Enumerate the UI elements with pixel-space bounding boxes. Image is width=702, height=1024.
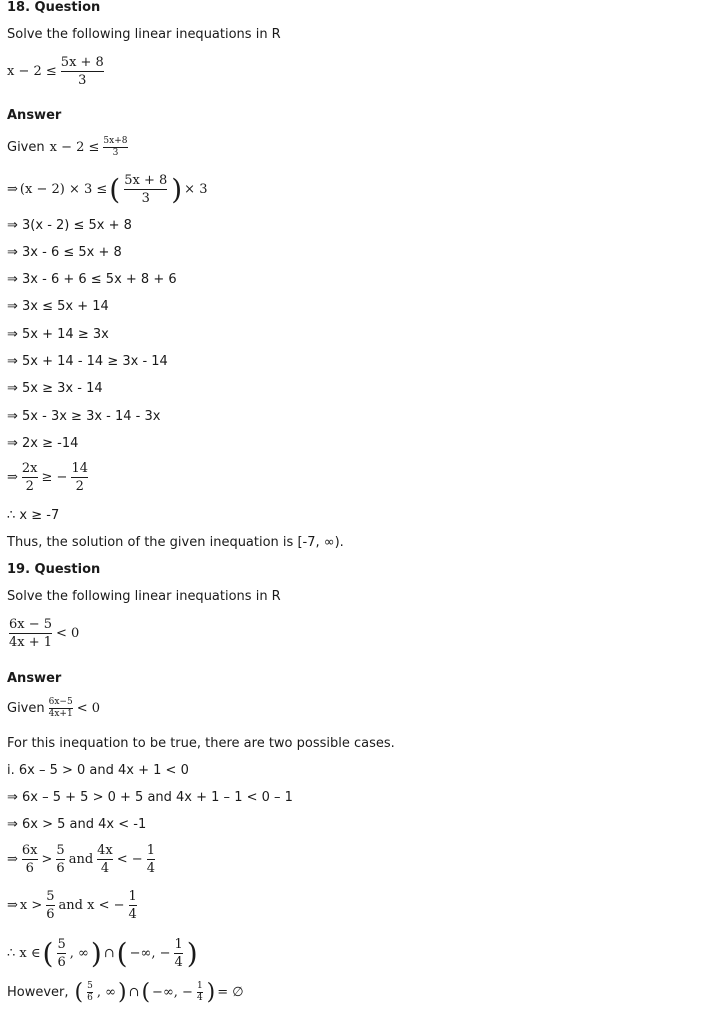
- step-line: ⇒ 5x - 3x ≥ 3x - 14 - 3x: [7, 409, 161, 424]
- step1-tail: × 3: [184, 181, 208, 197]
- answer-19-case1: i. 6x – 5 > 0 and 4x + 1 < 0: [7, 763, 189, 778]
- step-line: ⇒ 3x ≤ 5x + 14: [7, 299, 109, 314]
- fraction-denominator: 4: [128, 907, 137, 922]
- intersection-symbol: ∩: [103, 945, 115, 961]
- implies-arrow: ⇒: [7, 851, 18, 867]
- answer-18-given: [7, 137, 130, 158]
- given-rhs: < 0: [76, 700, 100, 716]
- fraction-numerator: 5x + 8: [60, 55, 104, 70]
- fraction-numerator: 6x−5: [48, 697, 73, 707]
- fraction-numerator: 14: [71, 461, 88, 476]
- inequality-operator: < −: [116, 851, 143, 867]
- inequality-operator: >: [41, 851, 53, 867]
- therefore-x-in: ∴ x ∈: [7, 945, 41, 961]
- fraction-denominator: 6: [46, 907, 55, 922]
- given-word: Given: [7, 700, 45, 716]
- empty-set-result: = ∅: [217, 984, 244, 1000]
- answer-19-x-bounds: [7, 890, 139, 921]
- fraction: [97, 844, 113, 875]
- fraction: [56, 844, 64, 875]
- problem-lhs: x − 2 ≤: [7, 63, 57, 79]
- fraction-2x-over-2: [22, 462, 38, 493]
- fraction-denominator: 3: [112, 148, 119, 158]
- question-19-title: 19. Question: [7, 562, 101, 577]
- fraction-14-over-2: [71, 462, 88, 493]
- infinity: , ∞: [69, 945, 89, 961]
- given-fraction: [103, 137, 127, 158]
- x-greater: x >: [19, 897, 43, 913]
- open-paren: (: [109, 172, 121, 206]
- fraction-denominator: 4: [100, 861, 110, 876]
- fraction-numerator: 6x − 5: [9, 617, 53, 632]
- fraction-denominator: 2: [25, 479, 34, 494]
- fraction-denominator: 3: [78, 73, 87, 88]
- fraction-numerator: 5x + 8: [124, 173, 168, 188]
- answer-18-step1: [7, 174, 207, 205]
- fraction-numerator: 5: [57, 937, 66, 952]
- fraction: [22, 844, 38, 875]
- and-x-less: and x < −: [58, 897, 125, 913]
- fraction-denominator: 4x+1: [48, 709, 73, 719]
- fraction-numerator: 6x: [21, 843, 38, 858]
- fraction: [46, 890, 54, 921]
- answer-18-fraction-step: [7, 462, 90, 493]
- question-18-problem: [7, 56, 106, 87]
- fraction-denominator: 6: [87, 993, 93, 1003]
- implies-arrow: ⇒: [7, 897, 18, 913]
- fraction-denominator: 6: [56, 861, 65, 876]
- answer-18-therefore: ∴ x ≥ -7: [7, 508, 60, 523]
- fraction-denominator: 4x + 1: [9, 635, 53, 650]
- fraction-denominator: 4: [146, 861, 155, 876]
- fraction-denominator: 6: [25, 861, 34, 876]
- close-paren: ): [186, 936, 198, 970]
- fraction-numerator: 5x+8: [103, 136, 128, 146]
- given-word: Given: [7, 139, 45, 155]
- neg-infinity: −∞, −: [129, 945, 171, 961]
- however-expression: [74, 979, 244, 1005]
- answer-19-intro: For this inequation to be true, there are two possible cases.: [7, 736, 395, 751]
- step1-lhs: (x − 2) × 3 ≤: [19, 181, 108, 197]
- fraction-denominator: 3: [141, 191, 150, 206]
- step-line: ⇒ 3x - 6 ≤ 5x + 8: [7, 245, 122, 260]
- answer-19-fraction-step: [7, 844, 157, 875]
- open-paren: (: [116, 936, 128, 970]
- fraction-numerator: 5: [56, 843, 65, 858]
- step1-fraction: [124, 174, 167, 205]
- and-word: and: [68, 851, 94, 867]
- problem-rhs: < 0: [56, 625, 80, 641]
- fraction-denominator: 6: [57, 955, 66, 970]
- fraction-numerator: 5: [46, 889, 55, 904]
- open-paren: (: [74, 979, 84, 1005]
- fraction-numerator: 1: [174, 937, 183, 952]
- fraction-numerator: 2x: [21, 461, 38, 476]
- fraction-denominator: 4: [174, 955, 183, 970]
- intersection-symbol: ∩: [128, 984, 140, 1000]
- inequality-operator: ≥ −: [41, 469, 68, 485]
- implies-arrow: ⇒: [7, 181, 18, 197]
- fraction: [147, 844, 155, 875]
- question-19-problem: [7, 618, 79, 649]
- step-line: ⇒ 3(x - 2) ≤ 5x + 8: [7, 218, 132, 233]
- open-paren: (: [42, 936, 54, 970]
- answer-19-however: [7, 979, 244, 1005]
- fraction-denominator: 4: [196, 993, 203, 1003]
- fraction-numerator: 5: [87, 981, 93, 991]
- question-19-prompt: Solve the following linear inequations in R: [7, 589, 281, 604]
- answer-19-given: [7, 698, 100, 719]
- fraction: [174, 938, 182, 969]
- close-paren: ): [171, 172, 183, 206]
- step-line: ⇒ 5x + 14 - 14 ≥ 3x - 14: [7, 354, 168, 369]
- neg-infinity: −∞, −: [152, 984, 193, 1000]
- fraction-numerator: 1: [128, 889, 137, 904]
- infinity: , ∞: [96, 984, 116, 1000]
- answer-19-intersection: [7, 938, 198, 969]
- close-paren: ): [90, 936, 102, 970]
- fraction: [129, 890, 137, 921]
- step-line: ⇒ 3x - 6 + 6 ≤ 5x + 8 + 6: [7, 272, 177, 287]
- implies-arrow: ⇒: [7, 469, 18, 485]
- step-line: ⇒ 2x ≥ -14: [7, 436, 79, 451]
- fraction-denominator: 2: [75, 479, 84, 494]
- answer-18-label: Answer: [7, 108, 62, 123]
- fraction: [87, 982, 93, 1003]
- fraction: [197, 982, 203, 1003]
- however-word: However,: [7, 984, 69, 1000]
- step-line: ⇒ 6x – 5 + 5 > 0 + 5 and 4x + 1 – 1 < 0 – 1: [7, 790, 293, 805]
- answer-19-label: Answer: [7, 671, 62, 686]
- close-paren: ): [117, 979, 127, 1005]
- step-line: ⇒ 5x ≥ 3x - 14: [7, 381, 103, 396]
- fraction-numerator: 4x: [97, 843, 113, 858]
- fraction-numerator: 1: [196, 981, 203, 991]
- question-18-prompt: Solve the following linear inequations in R: [7, 27, 281, 42]
- open-paren: (: [141, 979, 151, 1005]
- answer-18-conclusion: Thus, the solution of the given inequation is [-7, ∞).: [7, 535, 344, 550]
- given-fraction: [49, 698, 73, 719]
- fraction-numerator: 1: [146, 843, 155, 858]
- close-paren: ): [206, 979, 216, 1005]
- step-line: ⇒ 5x + 14 ≥ 3x: [7, 327, 109, 342]
- problem-fraction: [9, 618, 52, 649]
- problem-fraction: [61, 56, 104, 87]
- given-lhs: x − 2 ≤: [49, 139, 100, 155]
- fraction: [57, 938, 65, 969]
- step-line: ⇒ 6x > 5 and 4x < -1: [7, 817, 147, 832]
- question-18-title: 18. Question: [7, 0, 101, 15]
